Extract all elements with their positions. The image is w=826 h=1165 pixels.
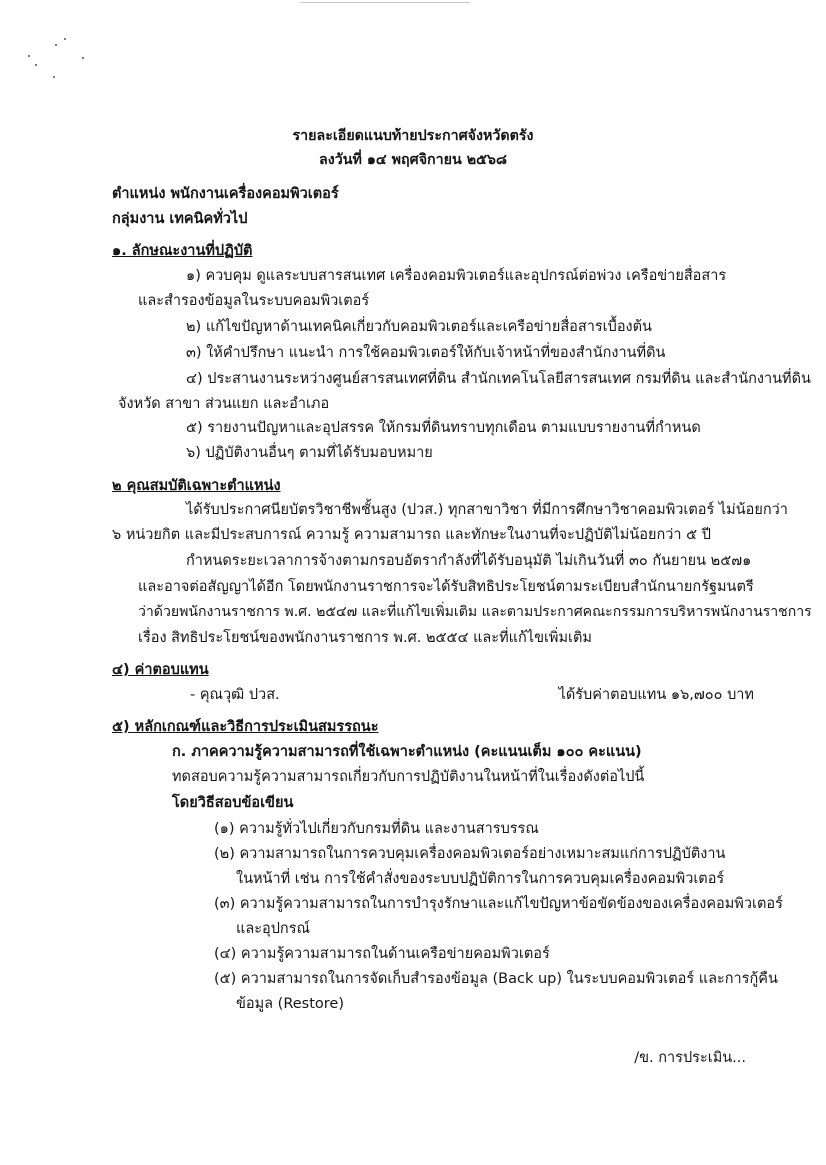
compensation-amount: ได้รับค่าตอบแทน ๑๖,๗๐๐ บาท [558,687,754,703]
compensation-qualification: - คุณวุฒิ ปวส. [190,687,280,703]
duty-line: จังหวัด สาขา ส่วนแยก และอำเภอ [118,396,330,412]
assessment-item: ในหน้าที่ เช่น การใช้คำสั่งของระบบปฏิบัติการในการควบคุมเครื่องคอมพิวเตอร์ [236,871,725,887]
assessment-method: โดยวิธีสอบข้อเขียน [172,795,294,811]
duty-line: ๓) ให้คำปรึกษา แนะนำ การใช้คอมพิวเตอร์ให้กับเจ้าหน้าที่ของสำนักงานที่ดิน [186,345,666,361]
assessment-item: (๔) ความรู้ความสามารถในด้านเครือข่ายคอมพิวเตอร์ [214,946,550,962]
continued-marker: /ข. การประเมิน... [634,1050,746,1066]
qualification-line: และอาจต่อสัญญาได้อีก โดยพนักงานราชการจะได้รับสิทธิประโยชน์ตามระเบียบสำนักนายกรัฐมนตรี [138,579,754,595]
qualification-line: ได้รับประกาศนียบัตรวิชาชีพชั้นสูง (ปวส.) ทุกสาขาวิชา ที่มีการศึกษาวิชาคอมพิวเตอร์ ไม่น้อยกว่า [186,502,788,518]
announcement-date: ลงวันที่ ๑๔ พฤศจิกายน ๒๕๖๘ [319,152,507,168]
duty-line: ๔) ประสานงานระหว่างศูนย์สารสนเทศที่ดิน สำนักเทคโนโลยีสารสนเทศ กรมที่ดิน และสำนักงานที่ดิน [186,371,811,387]
assessment-item: (๕) ความสามารถในการจัดเก็บสำรองข้อมูล (Back up) ในระบบคอมพิวเตอร์ และการกู้คืน [214,971,778,987]
scan-edge-line [300,2,470,3]
section-1-heading: ๑. ลักษณะงานที่ปฏิบัติ [112,243,253,259]
duty-line: ๕) รายงานปัญหาและอุปสรรค ให้กรมที่ดินทราบทุกเดือน ตามแบบรายงานที่กำหนด [186,420,701,436]
qualification-line: ๖ หน่วยกิต และมีประสบการณ์ ความรู้ ความสามารถ และทักษะในงานที่จะปฏิบัติไม่น้อยกว่า ๕ ปี [112,527,711,543]
duty-line: ๒) แก้ไขปัญหาด้านเทคนิคเกี่ยวกับคอมพิวเตอร์และเครือข่ายสื่อสารเบื้องต้น [186,319,652,335]
duty-line: ๑) ควบคุม ดูแลระบบสารสนเทศ เครื่องคอมพิวเตอร์และอุปกรณ์ต่อพ่วง เครือข่ายสื่อสาร [186,268,727,284]
qualification-line: เรื่อง สิทธิประโยชน์ของพนักงานราชการ พ.ศ. ๒๕๕๔ และที่แก้ไขเพิ่มเติม [138,630,592,646]
duty-line: ๖) ปฏิบัติงานอื่นๆ ตามที่ได้รับมอบหมาย [186,445,433,461]
assessment-item: (๒) ความสามารถในการควบคุมเครื่องคอมพิวเตอร์อย่างเหมาะสมแก่การปฏิบัติงาน [214,846,726,862]
announcement-title: รายละเอียดแนบท้ายประกาศจังหวัดตรัง [292,128,534,144]
qualification-line: ว่าด้วยพนักงานราชการ พ.ศ. ๒๕๔๗ และที่แก้ไขเพิ่มเติม และตามประกาศคณะกรรมการบริหารพนักงานราชการ [138,604,812,620]
assessment-part-a: ก. ภาคความรู้ความสามารถที่ใช้เฉพาะตำแหน่ง (คะแนนเต็ม ๑๐๐ คะแนน) [172,744,642,760]
assessment-item: (๑) ความรู้ทั่วไปเกี่ยวกับกรมที่ดิน และงานสารบรรณ [214,821,539,837]
section-5-heading: ๕) หลักเกณฑ์และวิธีการประเมินสมรรถนะ [112,719,379,735]
position-group: กลุ่มงาน เทคนิคทั่วไป [112,211,248,227]
section-4-heading: ๔) ค่าตอบแทน [112,662,209,678]
section-2-heading: ๒ คุณสมบัติเฉพาะตำแหน่ง [112,478,281,494]
assessment-item: (๓) ความรู้ความสามารถในการบำรุงรักษาและแก้ไขปัญหาข้อขัดข้องของเครื่องคอมพิวเตอร์ [214,896,783,912]
position-title: ตำแหน่ง พนักงานเครื่องคอมพิวเตอร์ [112,186,339,202]
duty-line: และสำรองข้อมูลในระบบคอมพิวเตอร์ [138,293,370,309]
assessment-item: ข้อมูล (Restore) [236,996,345,1012]
assessment-intro: ทดสอบความรู้ความสามารถเกี่ยวกับการปฏิบัติงานในหน้าที่ในเรื่องดังต่อไปนี้ [172,769,645,785]
qualification-line: กำหนดระยะเวลาการจ้างตามกรอบอัตรากำลังที่ได้รับอนุมัติ ไม่เกินวันที่ ๓๐ กันยายน ๒๕๗๑ [186,553,752,569]
assessment-item: และอุปกรณ์ [236,921,310,937]
